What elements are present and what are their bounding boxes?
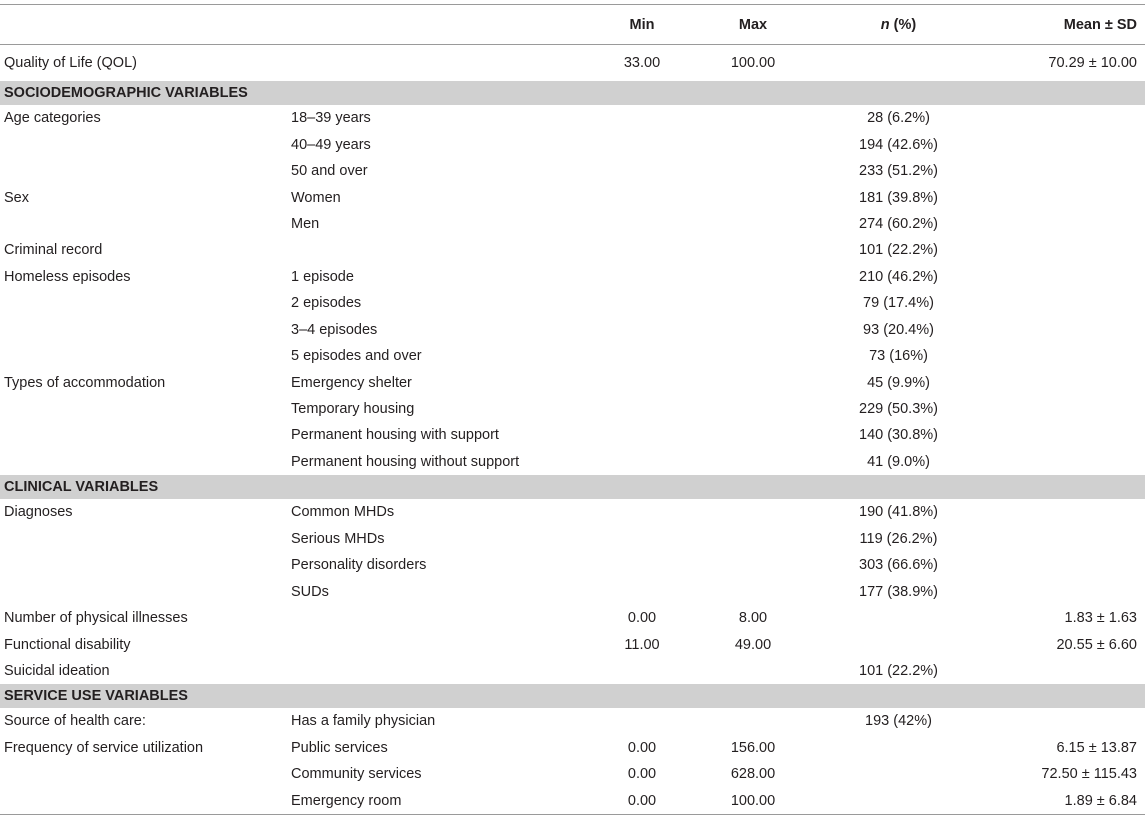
- n-percent-cell: [814, 735, 983, 761]
- mean-sd-cell: [983, 369, 1145, 395]
- variable-cell: Number of physical illnesses: [4, 610, 188, 627]
- max-cell: [692, 158, 814, 184]
- n-percent-cell: 101 (22.2%): [859, 662, 938, 679]
- category-cell: Serious MHDs: [291, 530, 385, 547]
- category-cell: 3–4 episodes: [291, 321, 378, 338]
- variable-cell: [0, 526, 287, 552]
- min-cell: [592, 369, 692, 395]
- category-cell: 40–49 years: [291, 136, 371, 153]
- min-cell: [592, 552, 692, 578]
- mean-sd-cell: 20.55 ± 6.60: [1056, 636, 1137, 653]
- variable-cell: Homeless episodes: [4, 268, 131, 285]
- header-row: [0, 5, 1145, 45]
- n-percent-cell: [814, 45, 983, 82]
- category-cell: [287, 631, 592, 657]
- min-cell: 33.00: [623, 55, 661, 71]
- variable-cell: [0, 578, 287, 604]
- table-row: [0, 317, 1145, 343]
- max-cell: [692, 396, 814, 422]
- max-cell: [692, 552, 814, 578]
- mean-sd-cell: [983, 343, 1145, 369]
- mean-sd-cell: [983, 290, 1145, 316]
- max-cell: [692, 237, 814, 263]
- variable-cell: Quality of Life (QOL): [4, 55, 137, 71]
- n-percent-cell: 210 (46.2%): [859, 268, 938, 285]
- n-percent-cell: 140 (30.8%): [859, 427, 938, 444]
- table-row: [0, 552, 1145, 578]
- n-percent-cell: 229 (50.3%): [859, 401, 938, 418]
- min-cell: [592, 396, 692, 422]
- mean-sd-cell: [983, 708, 1145, 734]
- mean-sd-cell: [983, 158, 1145, 184]
- category-cell: 50 and over: [291, 163, 368, 180]
- max-cell: [692, 578, 814, 604]
- variable-cell: Diagnoses: [4, 504, 73, 521]
- header-n-label: n: [880, 16, 890, 33]
- n-percent-cell: [814, 631, 983, 657]
- n-percent-cell: 177 (38.9%): [859, 583, 938, 600]
- table-header: [0, 5, 1145, 45]
- table-row: [0, 45, 1145, 82]
- table-row: [0, 761, 1145, 787]
- category-cell: Temporary housing: [291, 401, 415, 418]
- table-row: [0, 605, 1145, 631]
- min-cell: 0.00: [627, 610, 657, 627]
- category-cell: [287, 237, 592, 263]
- min-cell: [592, 237, 692, 263]
- max-cell: [692, 184, 814, 210]
- category-cell: [287, 45, 592, 82]
- table-row: [0, 369, 1145, 395]
- max-cell: [692, 343, 814, 369]
- category-cell: Public services: [291, 739, 388, 756]
- max-cell: [692, 264, 814, 290]
- variable-cell: [0, 343, 287, 369]
- max-cell: [692, 658, 814, 684]
- min-cell: [592, 290, 692, 316]
- mean-sd-cell: [983, 499, 1145, 525]
- max-cell: [692, 105, 814, 131]
- n-percent-cell: 194 (42.6%): [859, 136, 938, 153]
- max-cell: 628.00: [730, 766, 776, 783]
- table-row: [0, 631, 1145, 657]
- n-percent-cell: 79 (17.4%): [863, 295, 934, 312]
- variable-cell: Functional disability: [4, 636, 131, 653]
- min-cell: 11.00: [624, 636, 660, 653]
- header-percent-label: (%): [889, 16, 917, 33]
- n-percent-cell: 93 (20.4%): [863, 321, 934, 338]
- category-cell: 2 episodes: [291, 295, 362, 312]
- max-cell: [692, 449, 814, 475]
- max-cell: [692, 317, 814, 343]
- mean-sd-cell: 1.83 ± 1.63: [1064, 610, 1137, 627]
- descriptive-statistics-table: [0, 4, 1145, 815]
- variable-cell: Types of accommodation: [4, 374, 166, 391]
- table-row: [0, 396, 1145, 422]
- n-percent-cell: 233 (51.2%): [859, 163, 938, 180]
- table-row: [0, 131, 1145, 157]
- table-row: [0, 105, 1145, 131]
- table-row: [0, 708, 1145, 734]
- table-row: [0, 735, 1145, 761]
- max-cell: 100.00: [692, 788, 814, 815]
- table-row: [0, 290, 1145, 316]
- variable-cell: Frequency of service utilization: [4, 739, 204, 756]
- n-percent-cell: 41 (9.0%): [867, 453, 930, 470]
- max-cell: [692, 211, 814, 237]
- variable-cell: [0, 158, 287, 184]
- section-header-row: [0, 81, 1145, 105]
- mean-sd-cell: [983, 264, 1145, 290]
- variable-cell: [0, 396, 287, 422]
- table-row: [0, 658, 1145, 684]
- mean-sd-cell: [983, 105, 1145, 131]
- min-cell: [592, 499, 692, 525]
- min-cell: [592, 184, 692, 210]
- section-header-row: [0, 475, 1145, 499]
- min-cell: [592, 105, 692, 131]
- category-cell: Personality disorders: [291, 557, 427, 574]
- max-cell: 8.00: [738, 610, 768, 627]
- n-percent-cell: 45 (9.9%): [867, 374, 930, 391]
- category-cell: 1 episode: [291, 268, 354, 285]
- mean-sd-cell: [983, 184, 1145, 210]
- variable-cell: Source of health care:: [4, 713, 146, 730]
- category-cell: 18–39 years: [291, 110, 371, 127]
- category-cell: 5 episodes and over: [291, 348, 422, 365]
- n-percent-cell: 303 (66.6%): [859, 557, 938, 574]
- category-cell: Community services: [291, 766, 422, 783]
- n-percent-cell: 119 (26.2%): [859, 530, 938, 547]
- category-cell: Emergency room: [287, 788, 592, 815]
- max-cell: 156.00: [730, 739, 776, 756]
- category-cell: [287, 605, 592, 631]
- mean-sd-cell: [983, 578, 1145, 604]
- section-title: SERVICE USE VARIABLES: [0, 684, 1145, 708]
- table-row: [0, 422, 1145, 448]
- min-cell: [592, 449, 692, 475]
- category-cell: Emergency shelter: [291, 374, 412, 391]
- variable-cell: [0, 422, 287, 448]
- section-title: CLINICAL VARIABLES: [0, 475, 1145, 499]
- variable-cell: Suicidal ideation: [4, 662, 110, 679]
- mean-sd-cell: 72.50 ± 115.43: [1041, 766, 1137, 783]
- table-body: [0, 45, 1145, 815]
- mean-sd-cell: [983, 211, 1145, 237]
- max-cell: [692, 499, 814, 525]
- mean-sd-cell: [983, 317, 1145, 343]
- header-min: Min: [592, 5, 692, 45]
- min-cell: [592, 708, 692, 734]
- max-cell: [692, 131, 814, 157]
- min-cell: [592, 343, 692, 369]
- category-cell: Permanent housing with support: [291, 427, 499, 444]
- category-cell: Common MHDs: [291, 504, 395, 521]
- n-percent-cell: 190 (41.8%): [859, 504, 938, 521]
- max-cell: [692, 369, 814, 395]
- table-row: [0, 578, 1145, 604]
- max-cell: [692, 422, 814, 448]
- table-row: [0, 499, 1145, 525]
- n-percent-cell: 274 (60.2%): [859, 215, 938, 232]
- min-cell: [592, 131, 692, 157]
- header-n-percent: [814, 5, 983, 45]
- mean-sd-cell: [983, 131, 1145, 157]
- variable-cell: [0, 211, 287, 237]
- n-percent-cell: 73 (16%): [869, 348, 928, 365]
- table-row: [0, 184, 1145, 210]
- table-row: [0, 449, 1145, 475]
- category-cell: Has a family physician: [291, 713, 436, 730]
- mean-sd-cell: 6.15 ± 13.87: [1056, 739, 1137, 756]
- table-row: [0, 237, 1145, 263]
- header-category: [287, 5, 592, 45]
- mean-sd-cell: [983, 449, 1145, 475]
- max-cell: 49.00: [734, 636, 772, 653]
- min-cell: [592, 211, 692, 237]
- category-cell: [287, 658, 592, 684]
- mean-sd-cell: 1.89 ± 6.84: [983, 788, 1145, 815]
- min-cell: 0.00: [627, 739, 657, 756]
- mean-sd-cell: [983, 658, 1145, 684]
- variable-cell: [0, 131, 287, 157]
- variable-cell: [0, 290, 287, 316]
- table-row: [0, 211, 1145, 237]
- min-cell: [592, 264, 692, 290]
- header-mean-sd: Mean ± SD: [983, 5, 1145, 45]
- variable-cell: Sex: [4, 189, 29, 206]
- n-percent-cell: 101 (22.2%): [859, 242, 938, 259]
- mean-sd-cell: 70.29 ± 10.00: [1048, 55, 1137, 71]
- max-cell: [692, 526, 814, 552]
- min-cell: 0.00: [592, 788, 692, 815]
- mean-sd-cell: [983, 237, 1145, 263]
- variable-cell: [0, 788, 287, 815]
- category-cell: SUDs: [291, 583, 329, 600]
- min-cell: [592, 317, 692, 343]
- variable-cell: [0, 761, 287, 787]
- n-percent-cell: 181 (39.8%): [859, 189, 938, 206]
- variable-cell: [0, 317, 287, 343]
- table-row: [0, 788, 1145, 815]
- section-title: SOCIODEMOGRAPHIC VARIABLES: [0, 81, 1145, 105]
- table-row: [0, 158, 1145, 184]
- min-cell: [592, 526, 692, 552]
- table-row: [0, 343, 1145, 369]
- max-cell: 100.00: [730, 55, 776, 71]
- section-header-row: [0, 684, 1145, 708]
- n-percent-cell: [814, 761, 983, 787]
- min-cell: [592, 658, 692, 684]
- n-percent-cell: [814, 788, 983, 815]
- min-cell: 0.00: [627, 766, 657, 783]
- mean-sd-cell: [983, 422, 1145, 448]
- mean-sd-cell: [983, 396, 1145, 422]
- mean-sd-cell: [983, 552, 1145, 578]
- table-row: [0, 264, 1145, 290]
- variable-cell: [0, 552, 287, 578]
- variable-cell: [0, 449, 287, 475]
- table-row: [0, 526, 1145, 552]
- n-percent-cell: 193 (42%): [865, 713, 932, 730]
- header-max: Max: [692, 5, 814, 45]
- n-percent-cell: [814, 605, 983, 631]
- header-variable: [0, 5, 287, 45]
- min-cell: [592, 578, 692, 604]
- max-cell: [692, 290, 814, 316]
- n-percent-cell: 28 (6.2%): [867, 110, 930, 127]
- min-cell: [592, 158, 692, 184]
- max-cell: [692, 708, 814, 734]
- variable-cell: Age categories: [4, 110, 101, 127]
- category-cell: Men: [291, 215, 320, 232]
- category-cell: Women: [291, 189, 341, 206]
- mean-sd-cell: [983, 526, 1145, 552]
- min-cell: [592, 422, 692, 448]
- category-cell: Permanent housing without support: [291, 453, 520, 470]
- variable-cell: Criminal record: [4, 242, 103, 259]
